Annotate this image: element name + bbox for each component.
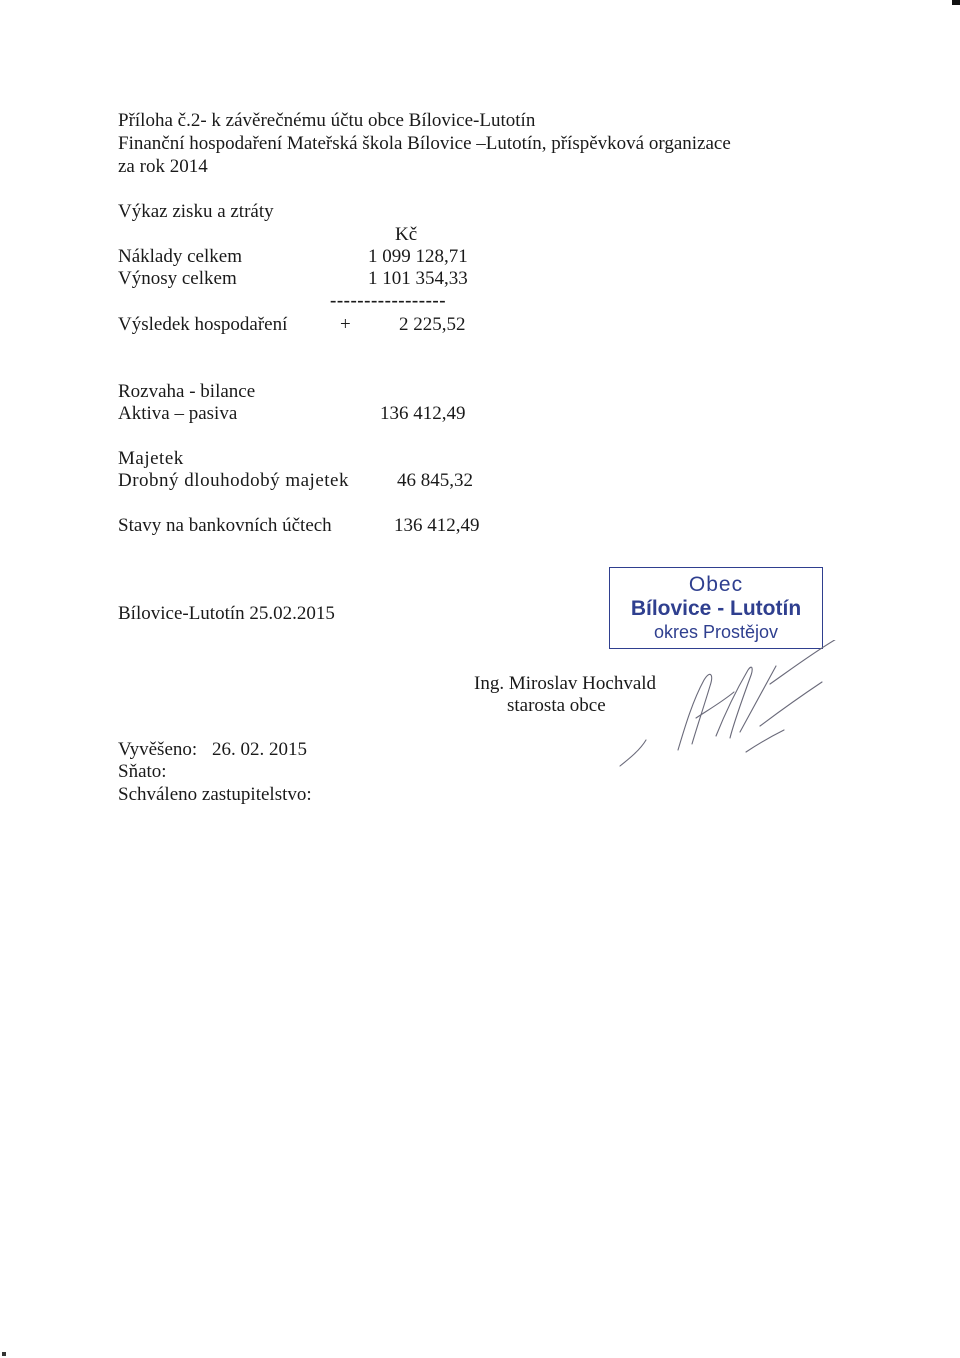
small-assets-label: Drobný dlouhodobý majetek <box>118 470 349 491</box>
revenues-value: 1 101 354,33 <box>368 268 468 289</box>
balance-heading: Rozvaha - bilance <box>118 381 256 402</box>
profit-loss-heading: Výkaz zisku a ztráty <box>118 201 274 222</box>
scan-edge-mark <box>952 0 960 5</box>
document-year: za rok 2014 <box>118 156 208 177</box>
document-subtitle: Finanční hospodaření Mateřská škola Bílovice –Lutotín, příspěvková organizace <box>118 133 731 154</box>
removed-label: Sňato: <box>118 761 167 782</box>
signatory-role: starosta obce <box>507 695 606 716</box>
revenues-label: Výnosy celkem <box>118 268 237 289</box>
stamp-line-3: okres Prostějov <box>653 622 779 642</box>
scan-corner-mark <box>2 1352 6 1356</box>
property-heading: Majetek <box>118 448 184 469</box>
result-label: Výsledek hospodaření <box>118 314 288 335</box>
approved-label: Schváleno zastupitelstvo: <box>118 784 312 805</box>
currency-label: Kč <box>395 224 418 245</box>
result-sign: + <box>340 314 351 335</box>
costs-value: 1 099 128,71 <box>368 246 468 267</box>
posted-date: 26. 02. 2015 <box>212 739 307 760</box>
costs-label: Náklady celkem <box>118 246 242 267</box>
result-value: 2 225,52 <box>399 314 466 335</box>
sum-separator: ----------------- <box>330 290 447 311</box>
posted-label: Vyvěšeno: <box>118 739 198 760</box>
stamp-line-2: Bílovice - Lutotín <box>630 597 802 620</box>
bank-accounts-value: 136 412,49 <box>394 515 480 536</box>
assets-label: Aktiva – pasiva <box>118 403 238 424</box>
small-assets-value: 46 845,32 <box>397 470 473 491</box>
bank-accounts-label: Stavy na bankovních účtech <box>118 515 332 536</box>
stamp-line-1: Obec <box>688 573 744 596</box>
attachment-title: Příloha č.2- k závěrečnému účtu obce Bílovice-Lutotín <box>118 110 536 131</box>
handwritten-signature <box>600 640 850 770</box>
assets-value: 136 412,49 <box>380 403 466 424</box>
signatory-name: Ing. Miroslav Hochvald <box>474 673 657 694</box>
place-date: Bílovice-Lutotín 25.02.2015 <box>118 603 335 624</box>
municipal-stamp <box>609 567 823 649</box>
